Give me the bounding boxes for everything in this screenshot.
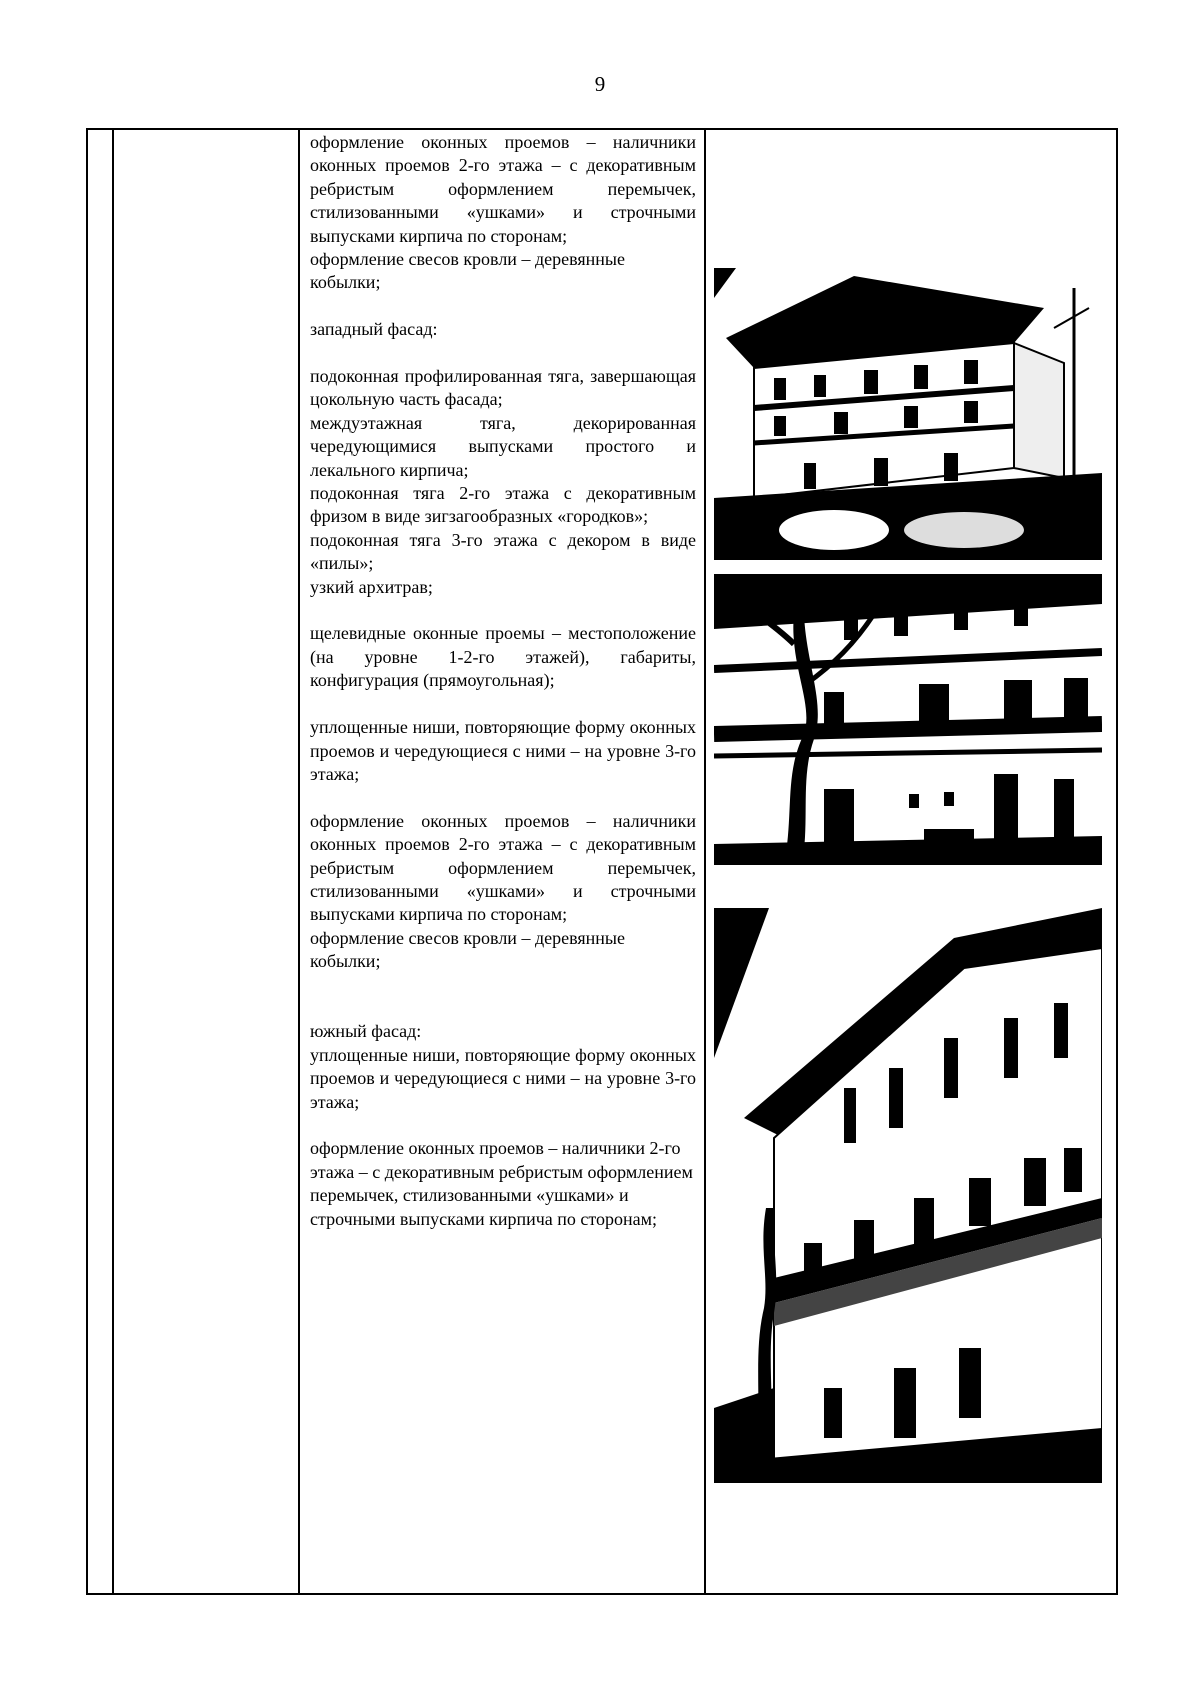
text-paragraph: оформление оконных проемов – наличники оконных проемов 2-го этажа – с декоративным ребристым оформлением перемычек, стилизованными «ушками» и строчными выпусками кирпича по сторонам; (310, 810, 696, 925)
text-paragraph: междуэтажная тяга, декорированная чередующимися выпусками простого и лекального кирпича; (310, 412, 696, 480)
description-column (310, 131, 696, 1231)
column-divider-3 (704, 130, 706, 1593)
text-paragraph: щелевидные оконные проемы – местоположение (на уровне 1-2-го этажей), габариты, конфигурация (прямоугольная); (310, 623, 696, 691)
column-divider-1 (112, 130, 114, 1593)
text-paragraph: оформление оконных проемов – наличники 2-го этажа – с декоративным ребристым оформлением перемычек, стилизованными «ушками» и строчными выпусками кирпича по сторонам; (310, 1138, 693, 1229)
text-paragraph: узкий архитрав; (310, 576, 433, 597)
text-paragraph: оформление свесов кровли – деревянные кобылки; (310, 249, 625, 293)
section-heading: южный фасад: (310, 1021, 422, 1042)
text-paragraph: оформление оконных проемов – наличники оконных проемов 2-го этажа – с декоративным ребристым оформлением перемычек, стилизованными «ушками» и строчными выпусками кирпича по сторонам; (310, 132, 696, 246)
section-heading: западный фасад: (310, 319, 438, 340)
text-block-window-framing-2 (310, 810, 696, 974)
text-block-west-facade-details (310, 365, 696, 599)
text-paragraph: оформление свесов кровли – деревянные кобылки; (310, 927, 625, 972)
text-block-slit-windows (310, 622, 696, 692)
text-paragraph: уплощенные ниши, повторяющие форму оконных проемов и чередующиеся с ними – на уровне 3-го этажа; (310, 1044, 696, 1112)
text-block-west-facade-heading (310, 318, 696, 341)
text-block-window-framing-3 (310, 1137, 696, 1231)
page-number: 9 (594, 72, 606, 96)
text-block-window-framing-1 (310, 131, 696, 295)
photo-corner-view (714, 268, 1102, 560)
text-block-flat-niches-1 (310, 716, 696, 786)
photo-west-facade (714, 574, 1102, 865)
photo-south-facade (714, 908, 1102, 1483)
text-paragraph: подоконная профилированная тяга, завершающая цокольную часть фасада; (310, 366, 696, 410)
text-block-south-facade (310, 1020, 696, 1114)
column-divider-2 (298, 130, 300, 1593)
text-paragraph: подоконная тяга 2-го этажа с декоративным фризом в виде зигзагообразных «городков»; (310, 483, 696, 527)
text-paragraph: уплощенные ниши, повторяющие форму оконных проемов и чередующиеся с ними – на уровне 3-го этажа; (310, 717, 696, 784)
text-paragraph: подоконная тяга 3-го этажа с декором в виде «пилы»; (310, 529, 696, 574)
